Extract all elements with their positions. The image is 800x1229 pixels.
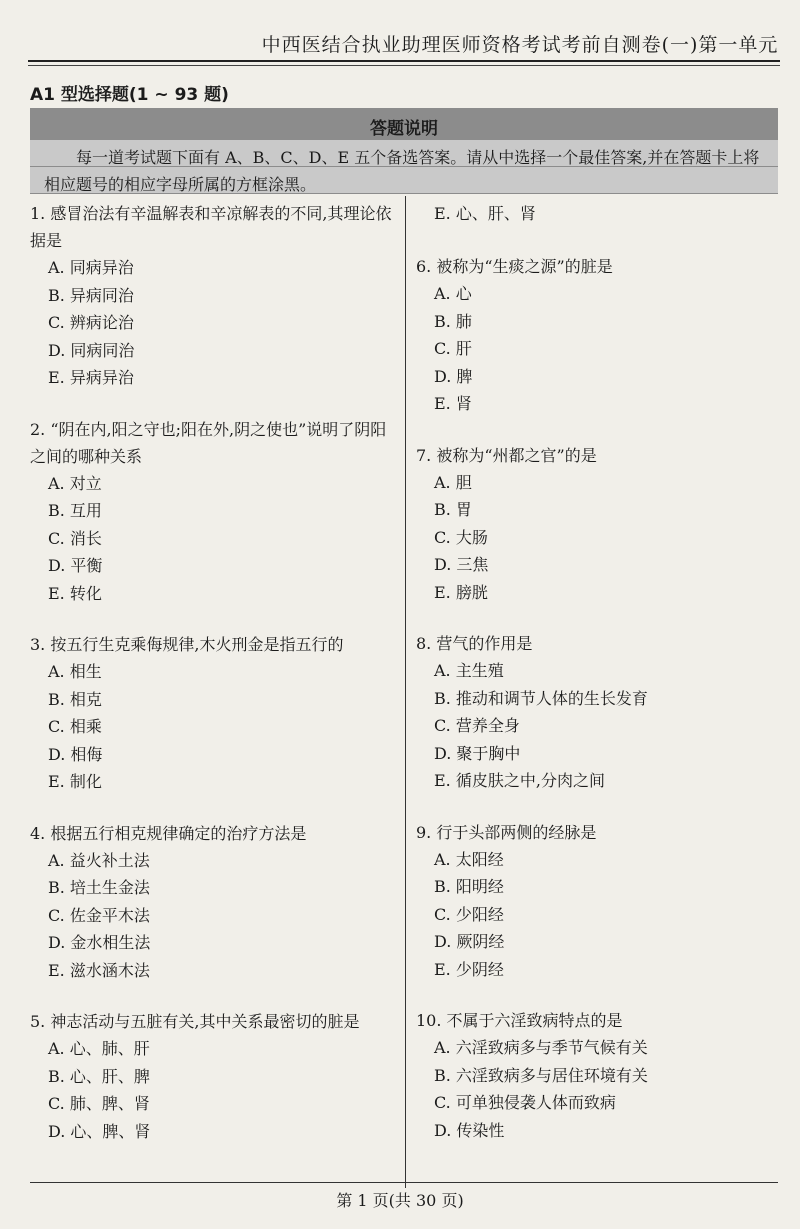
question-block xyxy=(416,630,786,795)
header-title: 中西医结合执业助理医师资格考试考前自测卷(一)第一单元 xyxy=(261,34,779,56)
header-rule-thin xyxy=(28,65,780,66)
question-block xyxy=(30,820,400,985)
answer-option: A. 太阳经 xyxy=(434,849,504,869)
answer-option: C. 辨病论治 xyxy=(48,313,134,332)
section-title: A1 型选择题(1 ~ 93 题) xyxy=(30,85,229,105)
question-block xyxy=(416,819,786,984)
question-stem: 6. 被称为“生痰之源”的脏是 xyxy=(416,257,613,276)
question-block xyxy=(416,253,786,418)
footer-rule xyxy=(30,1182,778,1183)
question-block xyxy=(30,200,400,392)
answer-option: B. 推动和调节人体的生长发育 xyxy=(434,688,648,708)
answer-option: C. 营养全身 xyxy=(434,716,520,735)
answer-option: E. 膀胱 xyxy=(434,582,488,602)
answer-option: C. 佐金平木法 xyxy=(48,905,150,925)
answer-option: D. 传染性 xyxy=(434,1120,505,1140)
question-stem: 3. 按五行生克乘侮规律,木火刑金是指五行的 xyxy=(30,635,344,654)
answer-option: D. 平衡 xyxy=(48,556,103,575)
answer-option: A. 益火补土法 xyxy=(48,850,150,870)
question-stem: 5. 神志活动与五脏有关,其中关系最密切的脏是 xyxy=(30,1012,360,1031)
answer-option: B. 阳明经 xyxy=(434,877,504,896)
question-stem: 4. 根据五行相克规律确定的治疗方法是 xyxy=(30,823,307,843)
instructions-text: 每一道考试题下面有 A、B、C、D、E 五个备选答案。请从中选择一个最佳答案,并在答题卡上将相应题号的相应字母所属的方框涂黑。 xyxy=(44,148,760,194)
answer-option: B. 相克 xyxy=(48,689,102,709)
column-divider xyxy=(405,196,406,1188)
answer-option: E. 肾 xyxy=(434,394,472,413)
answer-option: B. 心、肝、脾 xyxy=(48,1066,150,1086)
answer-option: A. 心 xyxy=(434,284,472,303)
answer-option: E. 滋水涵木法 xyxy=(48,960,150,980)
question-block xyxy=(30,1008,400,1145)
instructions-title: 答题说明 xyxy=(370,119,438,139)
answer-option: A. 胆 xyxy=(434,472,472,492)
answer-option: A. 心、肺、肝 xyxy=(48,1039,150,1058)
answer-option: C. 相乘 xyxy=(48,717,102,736)
answer-option: A. 同病异治 xyxy=(48,258,134,277)
answer-option: D. 三焦 xyxy=(434,555,489,574)
answer-option: C. 肝 xyxy=(434,339,472,358)
answer-option: C. 大肠 xyxy=(434,527,488,547)
answer-option: D. 心、脾、肾 xyxy=(48,1121,151,1141)
question-block xyxy=(416,442,786,607)
right-column xyxy=(416,200,786,1168)
question-stem: 10. 不属于六淫致病特点的是 xyxy=(416,1011,623,1030)
answer-option: E. 少阴经 xyxy=(434,959,504,979)
question-stem: 7. 被称为“州都之官”的是 xyxy=(416,445,597,465)
question-stem: 8. 营气的作用是 xyxy=(416,634,533,653)
question-stem: 9. 行于头部两侧的经脉是 xyxy=(416,822,597,842)
answer-option: D. 脾 xyxy=(434,366,473,386)
answer-option: E. 循皮肤之中,分肉之间 xyxy=(434,771,605,790)
answer-option: B. 异病同治 xyxy=(48,285,134,305)
answer-option: B. 互用 xyxy=(48,501,102,520)
answer-option: D. 聚于胸中 xyxy=(434,743,521,763)
question-block xyxy=(416,1007,786,1144)
question-stem: 2. “阴在内,阳之守也;阳在外,阴之使也”说明了阴阳之间的哪种关系 xyxy=(30,419,387,466)
answer-option: E. 异病异治 xyxy=(48,368,134,387)
answer-option: C. 肺、脾、肾 xyxy=(48,1094,150,1113)
answer-option: C. 消长 xyxy=(48,528,102,548)
question-block xyxy=(30,631,400,796)
answer-option: D. 金水相生法 xyxy=(48,933,151,952)
answer-option: A. 对立 xyxy=(48,473,102,493)
answer-option: D. 同病同治 xyxy=(48,340,135,360)
instructions-box xyxy=(30,108,778,194)
answer-option: B. 培土生金法 xyxy=(48,878,150,897)
answer-option: B. 六淫致病多与居住环境有关 xyxy=(434,1065,648,1085)
question-stem: 1. 感冒治法有辛温解表和辛凉解表的不同,其理论依据是 xyxy=(30,204,392,250)
left-column xyxy=(30,200,400,1169)
option-continued: E. 心、肝、肾 xyxy=(434,204,536,223)
answer-option: B. 胃 xyxy=(434,500,472,519)
answer-option: A. 六淫致病多与季节气候有关 xyxy=(434,1038,648,1057)
question-block xyxy=(30,416,400,608)
answer-option: C. 少阳经 xyxy=(434,904,504,924)
answer-option: A. 相生 xyxy=(48,662,102,681)
answer-option: E. 制化 xyxy=(48,772,102,791)
page-number: 第 1 页(共 30 页) xyxy=(336,1191,464,1210)
answer-option: E. 转化 xyxy=(48,583,102,603)
answer-option: A. 主生殖 xyxy=(434,661,504,680)
answer-option: B. 肺 xyxy=(434,311,472,331)
answer-option: D. 相侮 xyxy=(48,744,103,764)
answer-option: D. 厥阴经 xyxy=(434,932,505,951)
answer-option: C. 可单独侵袭人体而致病 xyxy=(434,1093,616,1112)
header-rule xyxy=(28,60,780,62)
